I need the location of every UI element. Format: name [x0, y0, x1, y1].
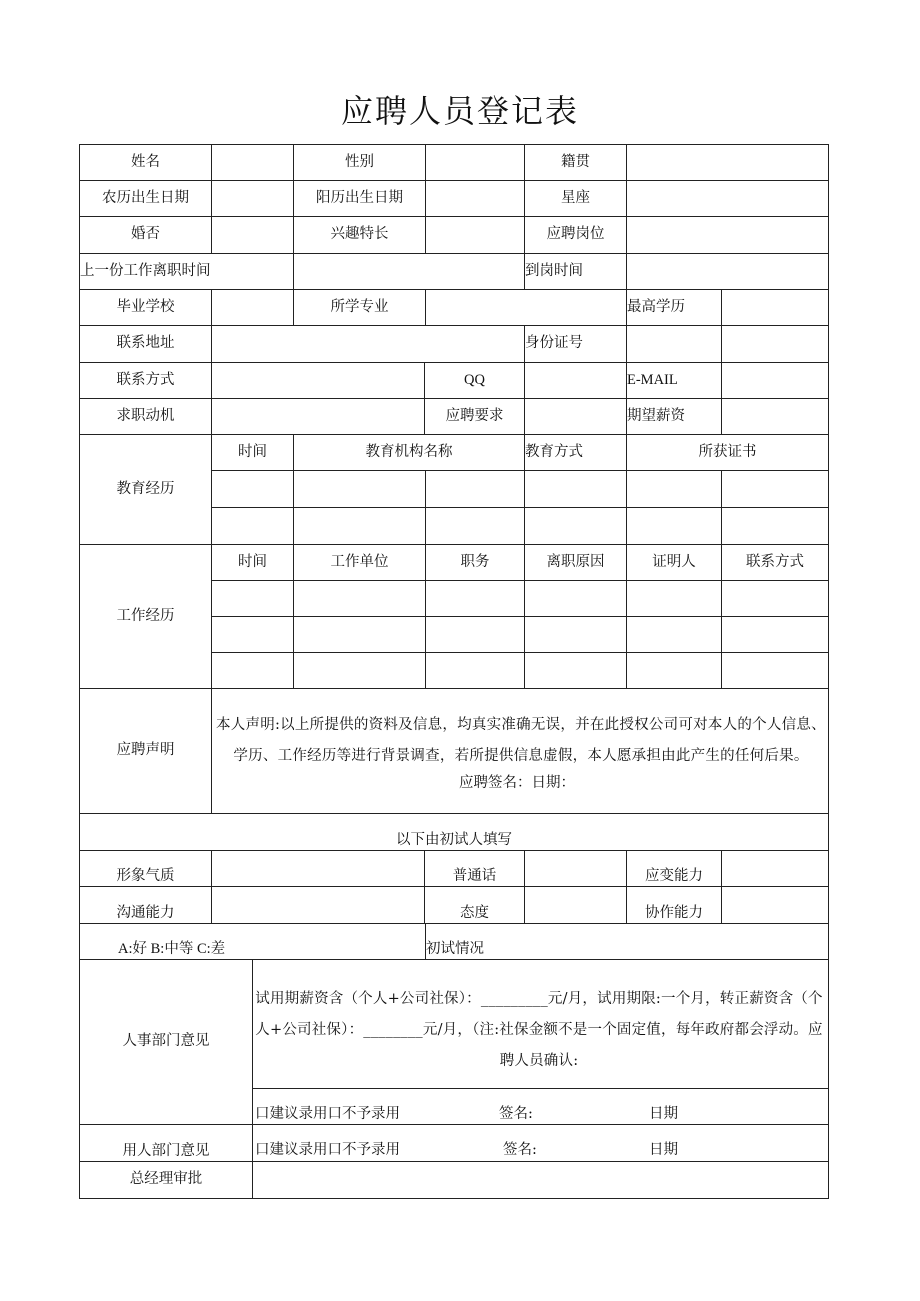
edu-header-certificate: 所获证书 — [626, 434, 829, 471]
label-solar-birth: 阳历出生日期 — [293, 180, 426, 217]
interview-heading: 以下由初试人填写 — [79, 813, 829, 851]
edu-header-time: 时间 — [211, 434, 294, 471]
label-gm-approval: 总经理审批 — [79, 1161, 253, 1199]
work-header-employer: 工作单位 — [293, 544, 426, 581]
label-education-history: 教育经历 — [79, 434, 212, 545]
work-cell[interactable] — [626, 652, 722, 689]
work-cell[interactable] — [211, 652, 294, 689]
input-communication[interactable] — [211, 886, 425, 924]
edu-cell[interactable] — [293, 470, 426, 508]
work-header-contact: 联系方式 — [721, 544, 829, 581]
label-communication: 沟通能力 — [79, 886, 212, 924]
work-cell[interactable] — [524, 652, 627, 689]
input-position[interactable] — [626, 216, 829, 254]
declaration-box — [211, 688, 829, 814]
work-cell[interactable] — [425, 616, 525, 653]
label-dept-opinion: 用人部门意见 — [79, 1124, 253, 1162]
input-cooperation[interactable] — [721, 886, 829, 924]
edu-cell[interactable] — [425, 470, 525, 508]
label-work-history: 工作经历 — [79, 544, 212, 689]
input-lunar-birth[interactable] — [211, 180, 294, 217]
label-gender: 性别 — [293, 144, 426, 181]
label-declaration: 应聘声明 — [79, 688, 212, 814]
edu-cell[interactable] — [211, 470, 294, 508]
edu-cell[interactable] — [626, 470, 722, 508]
input-attitude[interactable] — [524, 886, 627, 924]
input-qq[interactable] — [524, 362, 627, 399]
input-requirement[interactable] — [524, 398, 627, 435]
input-major[interactable] — [425, 289, 627, 326]
declaration-sign[interactable]: 应聘签名：日期： — [459, 775, 575, 791]
label-qq: QQ — [464, 371, 485, 388]
label-last-leave-time: 上一份工作离职时间 — [79, 253, 294, 290]
label-marital: 婚否 — [79, 216, 212, 254]
work-cell[interactable] — [721, 652, 829, 689]
work-cell[interactable] — [425, 580, 525, 617]
work-cell[interactable] — [211, 616, 294, 653]
input-id-number-b[interactable] — [721, 325, 829, 363]
label-education: 最高学历 — [626, 289, 722, 326]
input-mandarin[interactable] — [524, 850, 627, 887]
work-cell[interactable] — [293, 616, 426, 653]
edu-cell[interactable] — [721, 507, 829, 545]
input-zodiac[interactable] — [626, 180, 829, 217]
input-adaptability[interactable] — [721, 850, 829, 887]
label-position: 应聘岗位 — [524, 216, 627, 254]
hr-decision-row — [252, 1088, 829, 1125]
edu-cell[interactable] — [721, 470, 829, 508]
dept-options[interactable]: 口建议录用口不予录用 — [255, 1142, 400, 1158]
dept-decision-row — [252, 1124, 829, 1162]
hr-date: 日期 — [649, 1106, 678, 1122]
input-school[interactable] — [211, 289, 294, 326]
label-appearance: 形象气质 — [79, 850, 212, 887]
work-cell[interactable] — [293, 580, 426, 617]
page-title: 应聘人员登记表 — [340, 92, 579, 130]
input-contact[interactable] — [211, 362, 425, 399]
edu-cell[interactable] — [211, 507, 294, 545]
work-cell[interactable] — [211, 580, 294, 617]
label-salary: 期望薪资 — [626, 398, 722, 435]
work-cell[interactable] — [524, 580, 627, 617]
work-header-reference: 证明人 — [626, 544, 722, 581]
dept-date: 日期 — [649, 1142, 678, 1158]
work-cell[interactable] — [721, 616, 829, 653]
label-hobbies: 兴趣特长 — [293, 216, 426, 254]
input-gm-approval[interactable] — [252, 1161, 829, 1199]
work-cell[interactable] — [721, 580, 829, 617]
edu-header-method: 教育方式 — [524, 434, 627, 471]
input-email[interactable] — [721, 362, 829, 399]
label-mandarin: 普通话 — [424, 850, 525, 887]
edu-cell[interactable] — [524, 470, 627, 508]
dept-sign: 签名: — [503, 1142, 537, 1158]
input-marital[interactable] — [211, 216, 294, 254]
edu-cell[interactable] — [626, 507, 722, 545]
work-header-reason: 离职原因 — [524, 544, 627, 581]
label-native-place: 籍贯 — [524, 144, 627, 181]
input-motivation[interactable] — [211, 398, 425, 435]
edu-cell[interactable] — [293, 507, 426, 545]
input-education[interactable] — [721, 289, 829, 326]
label-cooperation: 协作能力 — [626, 886, 722, 924]
label-interview-result: 初试情况 — [425, 923, 829, 960]
input-salary[interactable] — [721, 398, 829, 435]
hr-terms-box — [252, 959, 829, 1089]
input-id-number-a[interactable] — [626, 325, 722, 363]
label-zodiac: 星座 — [524, 180, 627, 217]
work-cell[interactable] — [293, 652, 426, 689]
label-contact: 联系方式 — [79, 362, 212, 399]
work-header-time: 时间 — [211, 544, 294, 581]
work-cell[interactable] — [626, 580, 722, 617]
declaration-text: 本人声明:以上所提供的资料及信息，均真实准确无误，并在此授权公司可对本人的个人信息、学历、工作经历等进行背景调查，若所提供信息虚假，本人愿承担由此产生的任何后果。 — [216, 717, 826, 764]
label-attitude: 态度 — [424, 886, 525, 924]
edu-header-institution: 教育机构名称 — [293, 434, 525, 471]
input-address[interactable] — [211, 325, 525, 363]
label-major: 所学专业 — [293, 289, 426, 326]
rating-scale: A:好 B:中等 C:差 — [79, 923, 426, 960]
input-arrival-time[interactable] — [626, 253, 829, 290]
label-address: 联系地址 — [79, 325, 212, 363]
label-school: 毕业学校 — [79, 289, 212, 326]
work-header-title: 职务 — [425, 544, 525, 581]
label-adaptability: 应变能力 — [626, 850, 722, 887]
label-id-number: 身份证号 — [524, 325, 627, 363]
input-last-leave-time[interactable] — [293, 253, 525, 290]
label-qq-cell — [424, 362, 525, 399]
label-email: E-MAIL — [626, 362, 722, 399]
work-cell[interactable] — [626, 616, 722, 653]
label-motivation: 求职动机 — [79, 398, 212, 435]
label-name: 姓名 — [79, 144, 212, 181]
input-native-place[interactable] — [626, 144, 829, 181]
edu-cell[interactable] — [524, 507, 627, 545]
input-solar-birth[interactable] — [425, 180, 525, 217]
label-lunar-birth: 农历出生日期 — [79, 180, 212, 217]
hr-terms-text: 试用期薪资含（个人+公司社保）：_________元/月，试用期限:一个月，转正薪资含（个人+公司社保）：________元/月，（注:社保金额不是一个固定值，每年政府都会浮动。应聘人员确认: — [255, 991, 823, 1069]
input-gender[interactable] — [425, 144, 525, 181]
hr-options[interactable]: 口建议录用口不予录用 — [255, 1106, 400, 1122]
input-name[interactable] — [211, 144, 294, 181]
label-arrival-time: 到岗时间 — [524, 253, 627, 290]
label-requirement: 应聘要求 — [424, 398, 525, 435]
hr-sign: 签名: — [499, 1106, 533, 1122]
work-cell[interactable] — [524, 616, 627, 653]
input-hobbies[interactable] — [425, 216, 525, 254]
label-hr-opinion: 人事部门意见 — [79, 959, 253, 1125]
work-cell[interactable] — [425, 652, 525, 689]
input-appearance[interactable] — [211, 850, 425, 887]
edu-cell[interactable] — [425, 507, 525, 545]
